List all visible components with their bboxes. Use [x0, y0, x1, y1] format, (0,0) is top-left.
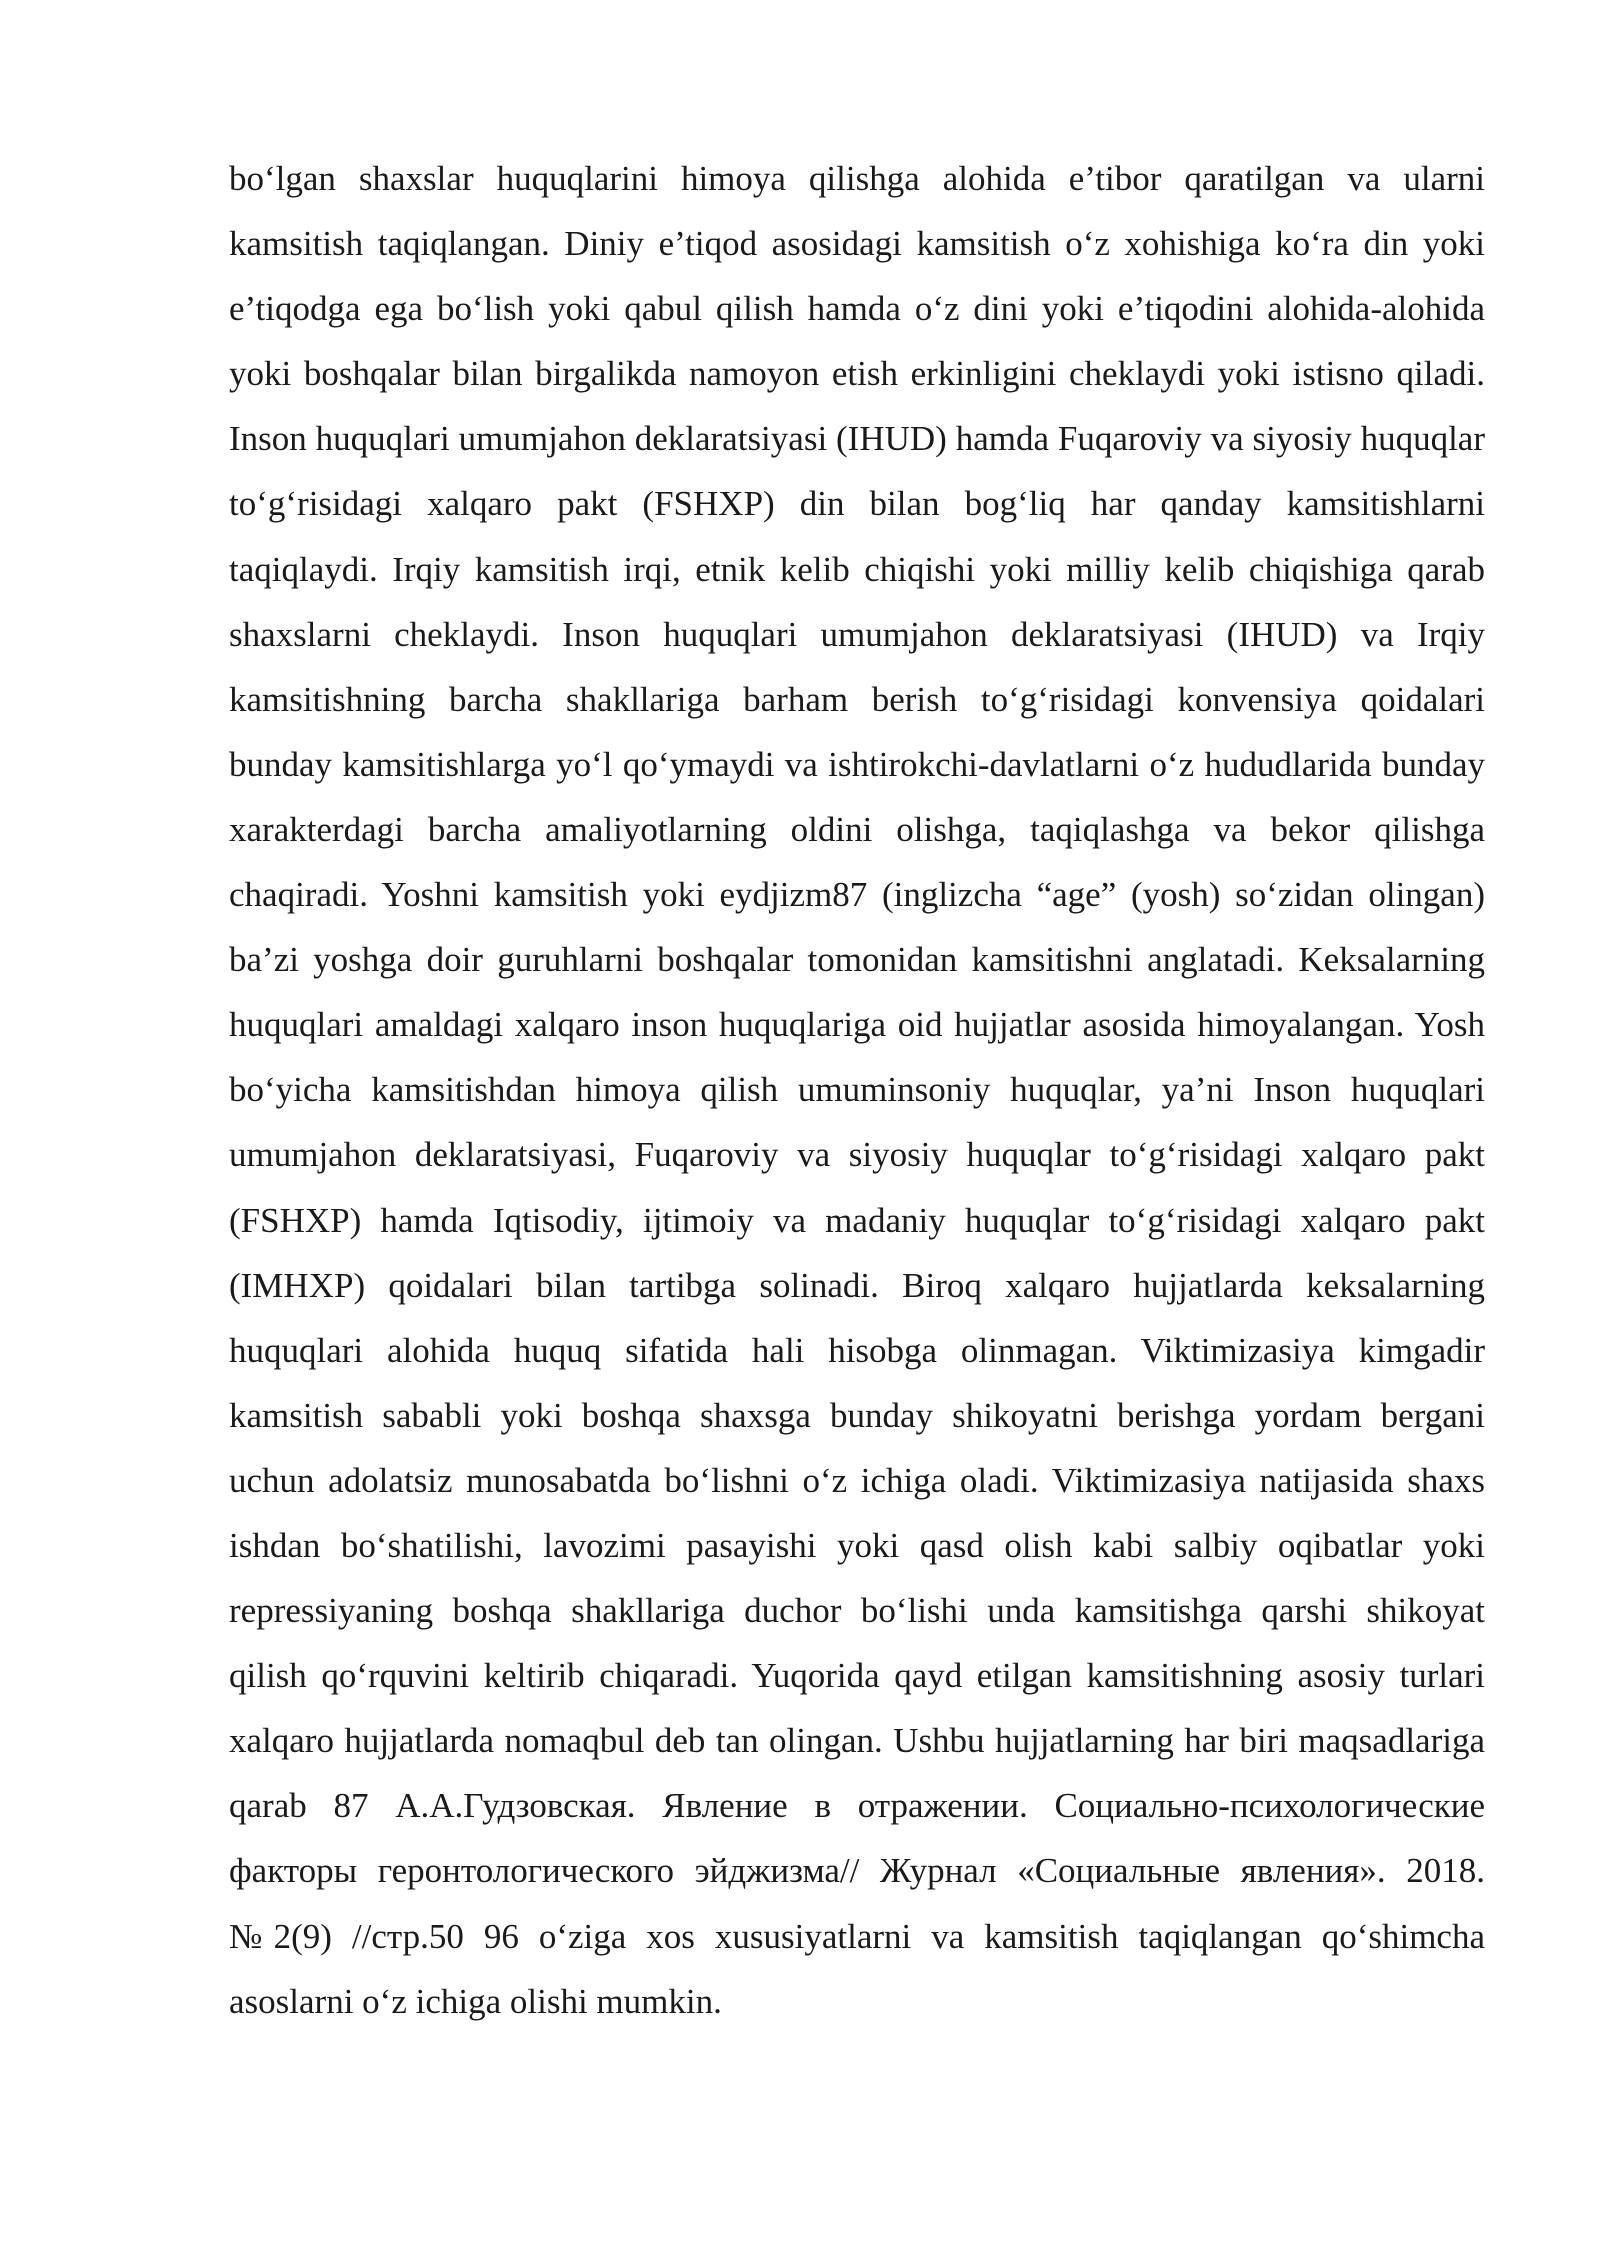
body-paragraph: bo‘lgan shaxslar huquqlarini himoya qilishga alohida e’tibor qaratilgan va ularni kamsitish taqiqlangan. Diniy e’tiqod asosidagi kamsitish o‘z xohishiga ko‘ra din yoki e’tiqodga ega bo‘lish yoki qabul qilish hamda o‘z dini yoki e’tiqodini alohida-alohida yoki boshqalar bilan birgalikda namoyon etish erkinligini cheklaydi yoki istisno qiladi. Inson huquqlari umumjahon deklaratsiyasi (IHUD) hamda Fuqaroviy va siyosiy huquqlar to‘g‘risidagi xalqaro pakt (FSHXP) din bilan bog‘liq har qanday kamsitishlarni taqiqlaydi. Irqiy kamsitish irqi, etnik kelib chiqishi yoki milliy kelib chiqishiga qarab shaxslarni cheklaydi. Inson huquqlari umumjahon deklaratsiyasi (IHUD) va Irqiy kamsitishning barcha shakllariga barham berish to‘g‘risidagi konvensiya qoidalari bunday kamsitishlarga yo‘l qo‘ymaydi va ishtirokchi-davlatlarni o‘z hududlarida bunday xarakterdagi barcha amaliyotlarning oldini olishga, taqiqlashga va bekor qilishga chaqiradi. Yoshni kamsitish yoki eydjizm87 (inglizcha “age” (yosh) so‘zidan olingan) ba’zi yoshga doir guruhlarni boshqalar tomonidan kamsitishni anglatadi. Keksalarning huquqlari amaldagi xalqaro inson huquqlariga oid hujjatlar asosida himoyalangan. Yosh bo‘yicha kamsitishdan himoya qilish umuminsoniy huquqlar, ya’ni Inson huquqlari umumjahon deklaratsiyasi, Fuqaroviy va siyosiy huquqlar to‘g‘risidagi xalqaro pakt (FSHXP) hamda Iqtisodiy, ijtimoiy va madaniy huquqlar to‘g‘risidagi xalqaro pakt (IMHXP) qoidalari bilan tartibga solinadi. Biroq xalqaro hujjatlarda keksalarning huquqlari alohida huquq sifatida hali hisobga olinmagan. Viktimizasiya kimgadir kamsitish sababli yoki boshqa shaxsga bunday shikoyatni berishga yordam bergani uchun adolatsiz munosabatda bo‘lishni o‘z ichiga oladi. Viktimizasiya natijasida shaxs ishdan bo‘shatilishi, lavozimi pasayishi yoki qasd olish kabi salbiy oqibatlar yoki repressiyaning boshqa shakllariga duchor bo‘lishi unda kamsitishga qarshi shikoyat qilish qo‘rquvini keltirib chiqaradi. Yuqorida qayd etilgan kamsitishning asosiy turlari xalqaro hujjatlarda nomaqbul deb tan olingan. Ushbu hujjatlarning har biri maqsadlariga qarab 87 А.А.Гудзовская. Явление в отражении. Социально-психологические факторы геронтологического эйджизма// Журнал «Социальные явления». 2018. №2(9) //стр.50 96 o‘ziga xos xususiyatlarni va kamsitish taqiqlangan qo‘shimcha asoslarni o‘z ichiga olishi mumkin.	[229, 159, 1485, 2021]
